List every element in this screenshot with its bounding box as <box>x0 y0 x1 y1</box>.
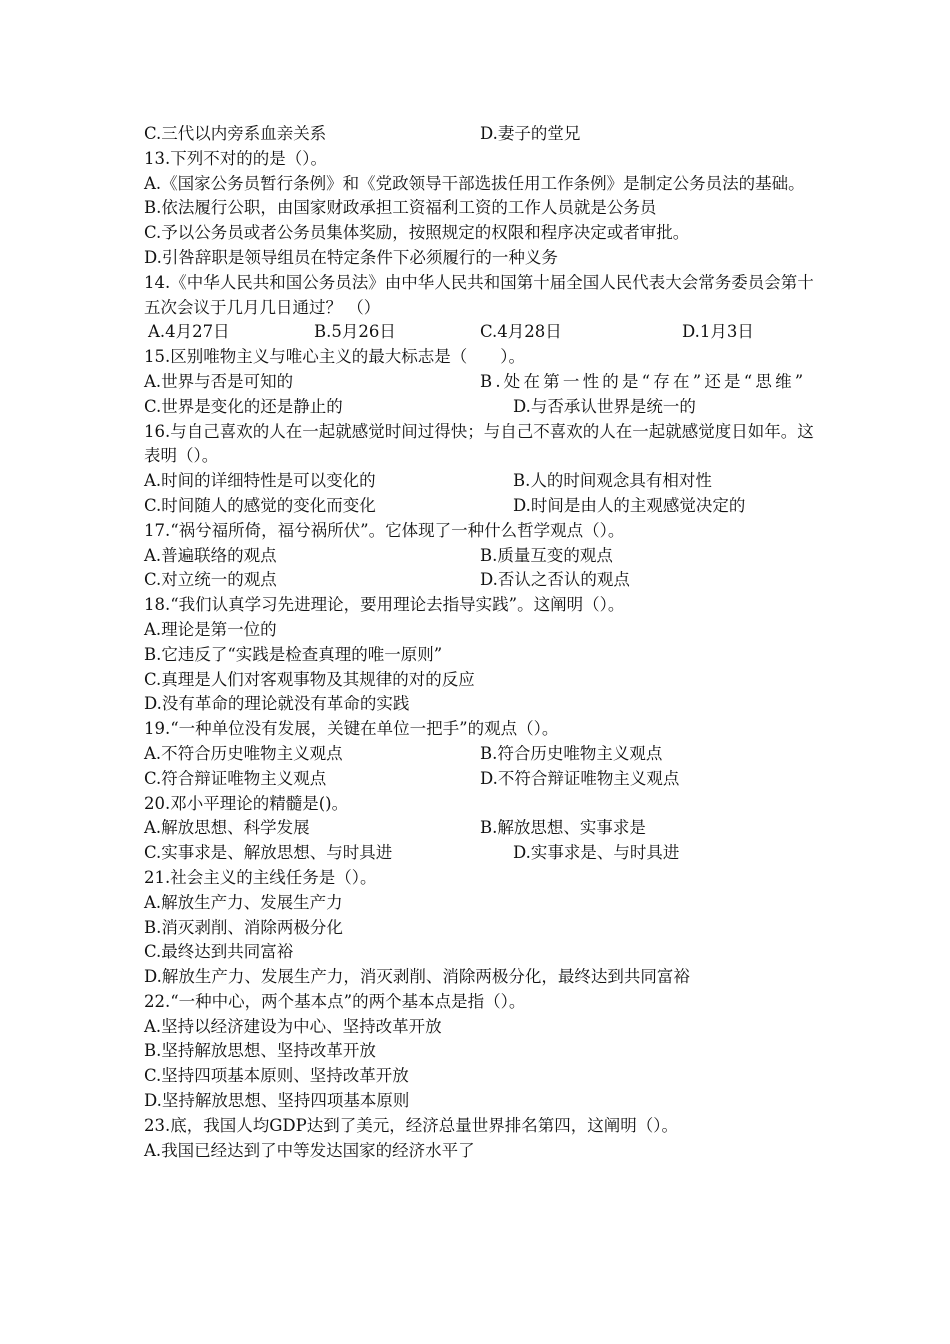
option-row <box>144 767 814 792</box>
option-a: A.《国家公务员暂行条例》和《党政领导干部选拔任用工作条例》是制定公务员法的基础。 <box>144 173 805 193</box>
option-c: C.符合辩证唯物主义观点 <box>144 768 327 788</box>
option-c: C.时间随人的感觉的变化而变化 <box>144 495 376 515</box>
option-d: D.没有革命的理论就没有革命的实践 <box>144 694 410 714</box>
option-row <box>144 841 814 866</box>
option-row <box>144 320 814 345</box>
option-row <box>144 469 814 494</box>
option-c: C.予以公务员或者公务员集体奖励，按照规定的权限和程序决定或者审批。 <box>144 223 690 243</box>
option-c: C.4月28日 <box>480 322 562 342</box>
option-d: D.时间是由人的主观感觉决定的 <box>513 495 746 515</box>
option-d: D.与否承认世界是统一的 <box>513 396 696 416</box>
question-22: 22.“一种中心，两个基本点”的两个基本点是指（）。 <box>144 991 526 1011</box>
option-a: A.世界与否是可知的 <box>144 371 294 391</box>
option-c: C.最终达到共同富裕 <box>144 942 294 962</box>
question-18: 18.“我们认真学习先进理论，要用理论去指导实践”。这阐明（）。 <box>144 595 625 615</box>
option-row <box>144 494 814 519</box>
option-row <box>144 816 814 841</box>
option-b: B.人的时间观念具有相对性 <box>513 471 712 491</box>
option-b: B.消灭剥削、消除两极分化 <box>144 917 343 937</box>
option-a: A.4月27日 <box>148 322 230 342</box>
question-14: 14.《中华人民共和国公务员法》由中华人民共和国第十届全国人民代表大会常务委员会第十五次会议于几月几日通过？ （） <box>144 272 814 317</box>
option-d: D.1月3日 <box>682 322 754 342</box>
question-16: 16.与自己喜欢的人在一起就感觉时间过得快；与自己不喜欢的人在一起就感觉度日如年。这表明（）。 <box>144 421 814 466</box>
option-row <box>144 122 814 147</box>
question-21: 21.社会主义的主线任务是（）。 <box>144 867 377 887</box>
option-a: A.解放思想、科学发展 <box>144 818 310 838</box>
option-a: A.坚持以经济建设为中心、坚持改革开放 <box>144 1016 442 1036</box>
option-c: C.三代以内旁系血亲关系 <box>144 124 327 143</box>
option-row <box>144 395 814 420</box>
option-b: B.解放思想、实事求是 <box>480 818 646 838</box>
option-b: B.坚持解放思想、坚持改革开放 <box>144 1041 376 1061</box>
option-b: B.质量互变的观点 <box>480 545 613 565</box>
option-row <box>144 370 814 395</box>
option-d: D.引咎辞职是领导组员在特定条件下必须履行的一种义务 <box>144 247 558 267</box>
option-b <box>480 370 814 395</box>
option-d: D.妻子的堂兄 <box>480 124 581 143</box>
question-15: 15.区别唯物主义与唯心主义的最大标志是（ ）。 <box>144 347 525 367</box>
option-d: D.实事求是、与时具进 <box>513 843 680 863</box>
question-17: 17.“祸兮福所倚，福兮祸所伏”。它体现了一种什么哲学观点（）。 <box>144 520 625 540</box>
question-23: 23.底，我国人均GDP达到了美元，经济总量世界排名第四，这阐明（）。 <box>144 1115 679 1135</box>
option-c: C.世界是变化的还是静止的 <box>144 396 343 416</box>
option-b-text: B.处在第一性的是“存在”还是“思维” <box>480 371 807 391</box>
question-20: 20.邓小平理论的精髓是()。 <box>144 793 349 813</box>
option-c: C.实事求是、解放思想、与时具进 <box>144 843 393 863</box>
option-row <box>144 742 814 767</box>
option-d: D.不符合辩证唯物主义观点 <box>480 768 680 788</box>
question-19: 19.“一种单位没有发展，关键在单位一把手”的观点（）。 <box>144 719 559 739</box>
option-a: A.时间的详细特性是可以变化的 <box>144 471 376 491</box>
option-b: B.5月26日 <box>314 322 396 342</box>
option-a: A.我国已经达到了中等发达国家的经济水平了 <box>144 1140 475 1160</box>
option-d: D.坚持解放思想、坚持四项基本原则 <box>144 1091 410 1111</box>
option-a: A.解放生产力、发展生产力 <box>144 892 343 912</box>
question-13: 13.下列不对的的是（）。 <box>144 148 327 168</box>
option-row <box>144 544 814 569</box>
option-row <box>144 568 814 593</box>
option-c: C.真理是人们对客观事物及其规律的对的反应 <box>144 669 475 689</box>
option-d: D.否认之否认的观点 <box>480 570 630 590</box>
option-b: B.依法履行公职，由国家财政承担工资福利工资的工作人员就是公务员 <box>144 198 657 218</box>
option-c: C.坚持四项基本原则、坚持改革开放 <box>144 1066 409 1086</box>
option-b: B.它违反了“实践是检查真理的唯一原则” <box>144 644 443 664</box>
document-page <box>144 122 814 1163</box>
option-d: D.解放生产力、发展生产力，消灭剥削、消除两极分化，最终达到共同富裕 <box>144 967 690 987</box>
option-a: A.理论是第一位的 <box>144 619 277 639</box>
option-c: C.对立统一的观点 <box>144 570 277 590</box>
option-a: A.普遍联络的观点 <box>144 545 277 565</box>
option-a: A.不符合历史唯物主义观点 <box>144 743 343 763</box>
option-b: B.符合历史唯物主义观点 <box>480 743 663 763</box>
